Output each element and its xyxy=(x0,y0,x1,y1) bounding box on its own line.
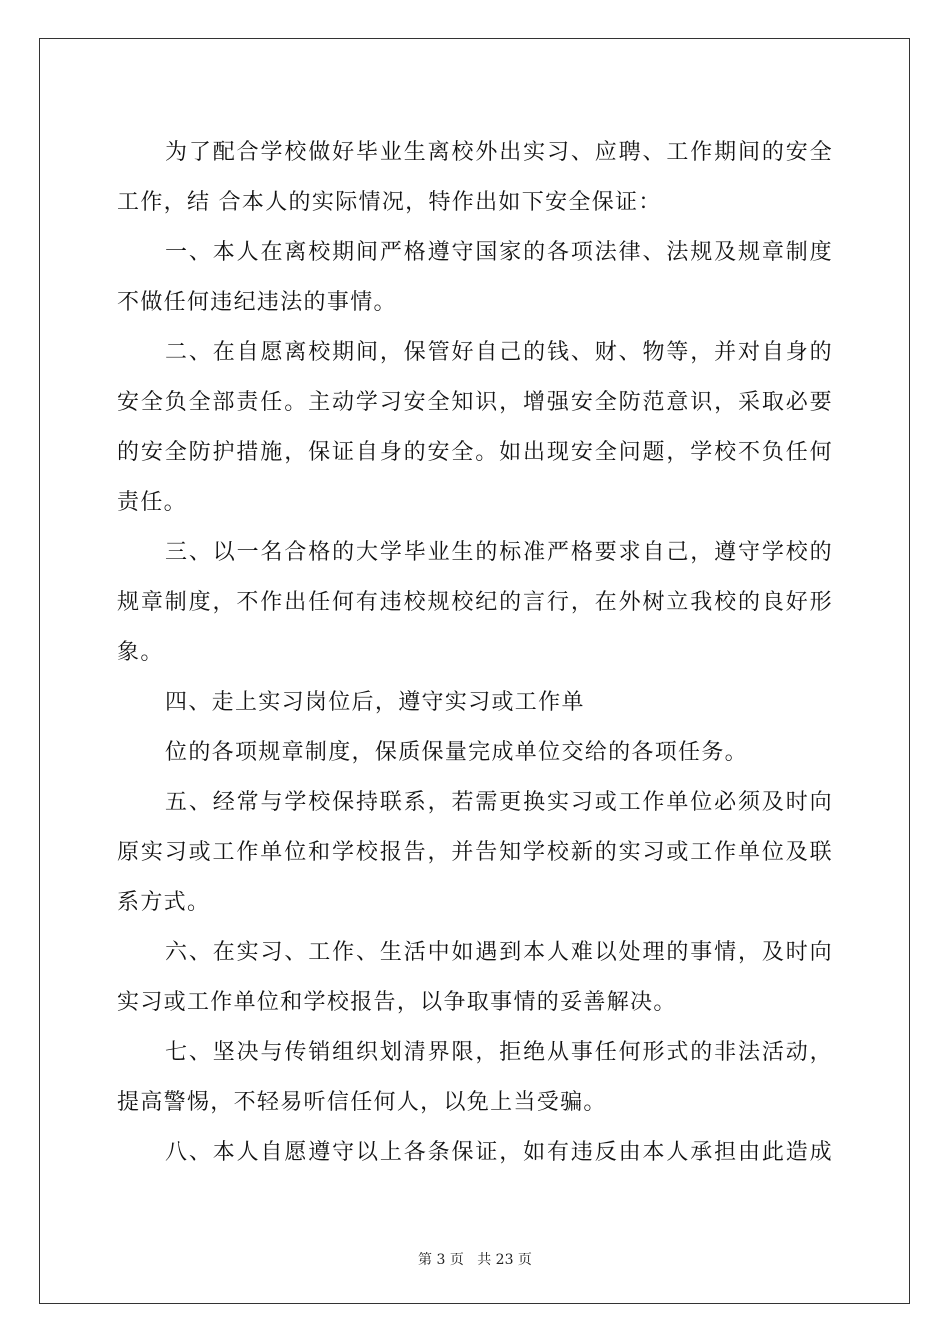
text-line: 六、在实习、工作、生活中如遇到本人难以处理的事情，及时向 xyxy=(165,940,833,965)
text-line: 提高警惕，不轻易听信任何人，以免上当受骗。 xyxy=(117,1090,607,1115)
text-line: 二、在自愿离校期间，保管好自己的钱、财、物等，并对自身的 xyxy=(165,340,833,365)
text-line: 实习或工作单位和学校报告，以争取事情的妥善解决。 xyxy=(117,990,677,1015)
text-line: 象。 xyxy=(117,640,164,665)
text-line: 三、以一名合格的大学毕业生的标准严格要求自己，遵守学校的 xyxy=(165,540,833,565)
text-line: 安全负全部责任。主动学习安全知识，增强安全防范意识，采取必要 xyxy=(117,390,833,415)
text-line: 工作，结 合本人的实际情况，特作出如下安全保证： xyxy=(117,190,662,215)
text-line: 不做任何违纪违法的事情。 xyxy=(117,290,397,315)
text-line: 位的各项规章制度，保质保量完成单位交给的各项任务。 xyxy=(165,740,749,765)
document-body xyxy=(117,128,833,1178)
text-line: 系方式。 xyxy=(117,890,211,915)
page-total: 共 23 页 xyxy=(477,1252,532,1268)
page-footer xyxy=(0,1249,950,1269)
text-line: 七、坚决与传销组织划清界限，拒绝从事任何形式的非法活动， xyxy=(165,1040,833,1065)
text-line: 规章制度，不作出任何有违校规校纪的言行，在外树立我校的良好形 xyxy=(117,590,833,615)
text-line: 五、经常与学校保持联系，若需更换实习或工作单位必须及时向 xyxy=(165,790,833,815)
text-line: 一、本人在离校期间严格遵守国家的各项法律、法规及规章制度 xyxy=(165,240,833,265)
text-line: 责任。 xyxy=(117,490,187,515)
text-line: 的安全防护措施，保证自身的安全。如出现安全问题，学校不负任何 xyxy=(117,440,833,465)
text-line: 为了配合学校做好毕业生离校外出实习、应聘、工作期间的安全 xyxy=(165,140,833,165)
text-line: 四、走上实习岗位后，遵守实习或工作单 xyxy=(165,690,585,715)
page-number: 第 3 页 xyxy=(418,1252,464,1268)
text-line: 八、本人自愿遵守以上各条保证，如有违反由本人承担由此造成 xyxy=(165,1140,833,1165)
text-line: 原实习或工作单位和学校报告，并告知学校新的实习或工作单位及联 xyxy=(117,840,833,865)
